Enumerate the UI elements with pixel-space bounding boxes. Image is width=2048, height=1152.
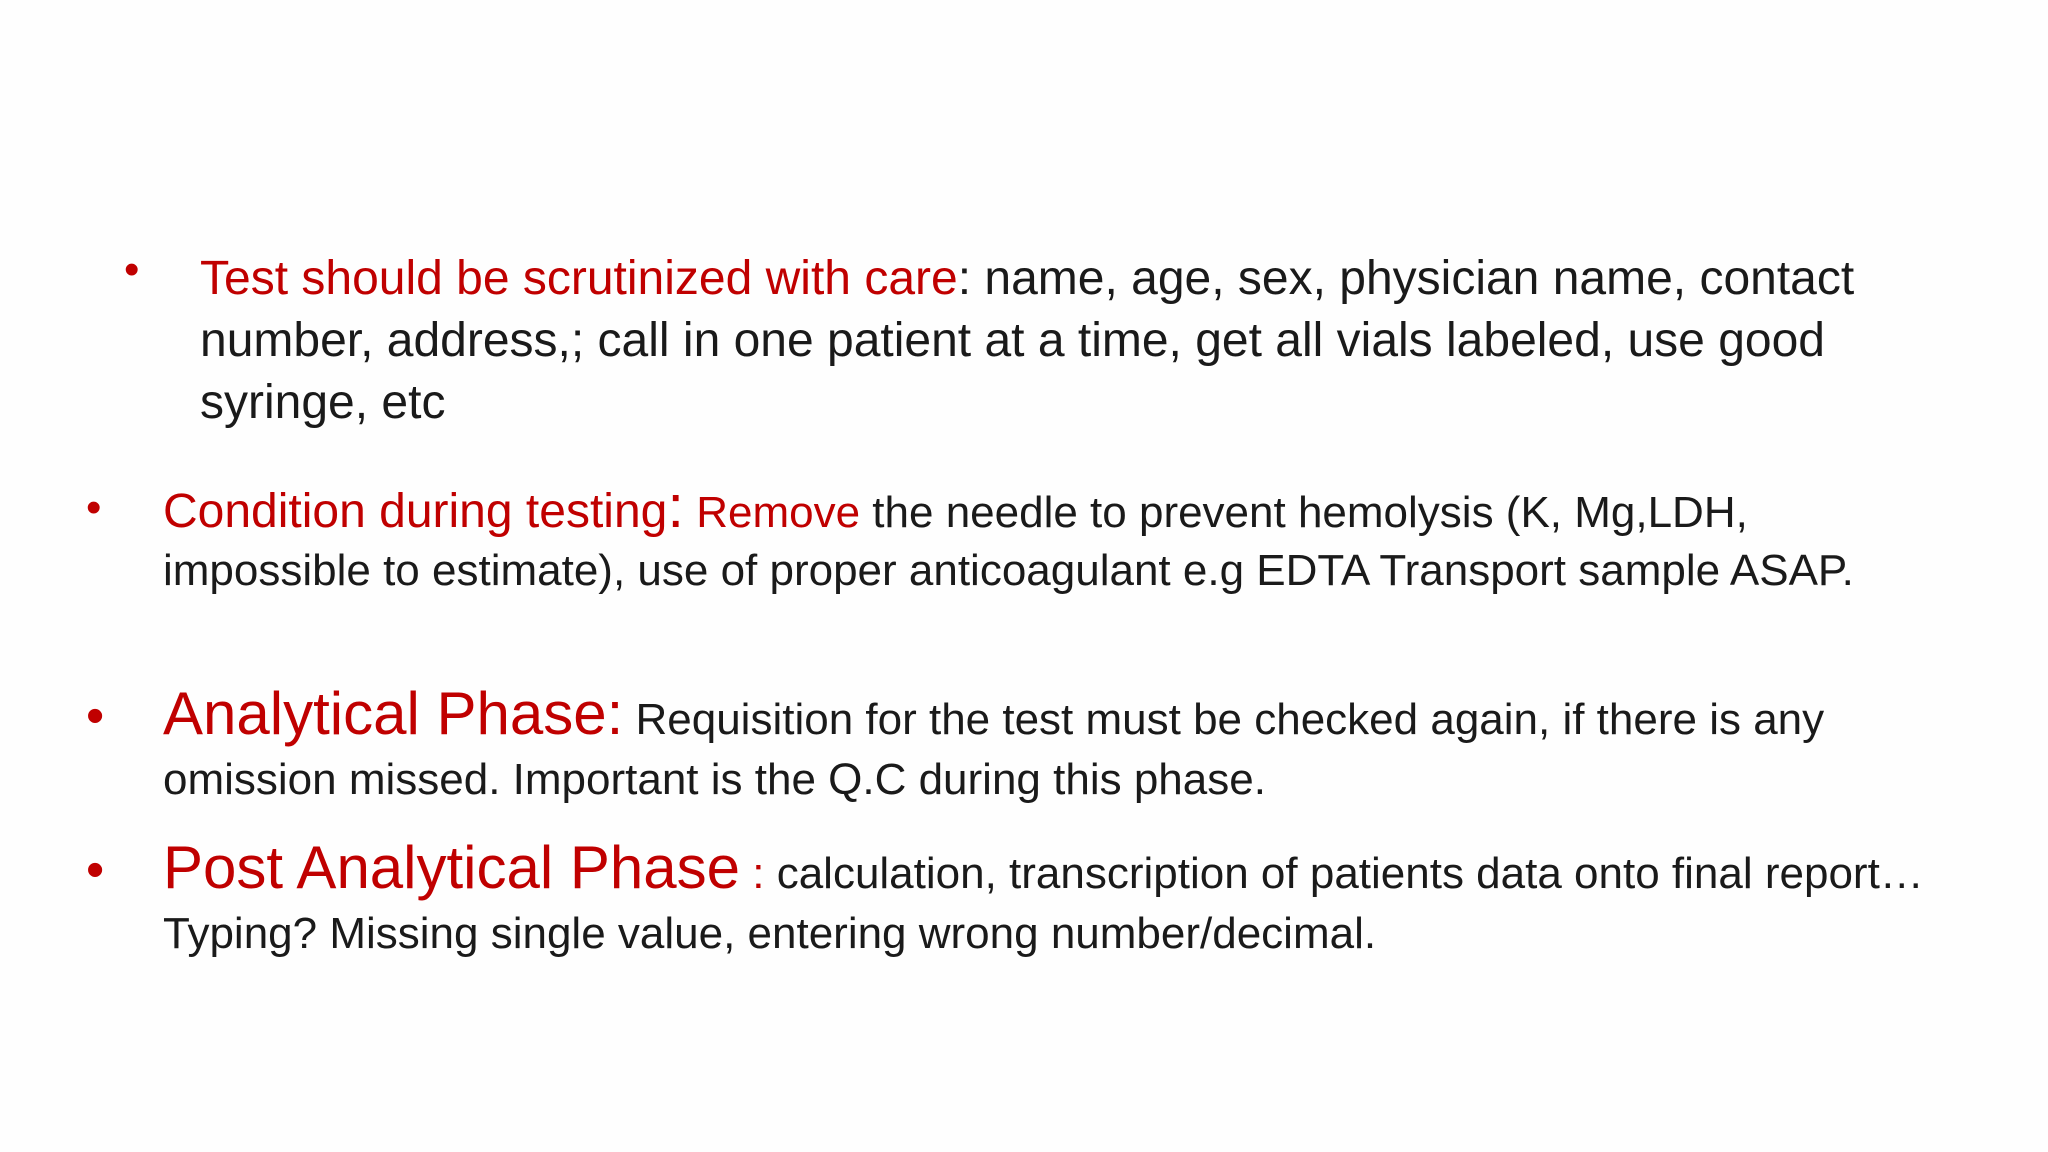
bullet-colon-2: :	[667, 473, 684, 540]
bullet-icon: •	[86, 483, 102, 532]
bullet-heading-1: Test should be scrutinized with care	[200, 252, 958, 305]
bullet-icon: •	[124, 245, 140, 294]
bullet-icon: •	[86, 841, 105, 899]
bullet-body-1a: : name, age, sex, physician name,	[957, 252, 1687, 305]
bullet-text-3	[163, 680, 1973, 810]
bullet-body-2: the needle to prevent hemolysis (K, Mg,LDH, impossible to estimate), use of proper anticoagulant e.g EDTA Transport sample ASAP.	[163, 488, 1854, 595]
bullet-heading-4: Post Analytical Phase	[163, 834, 741, 901]
bullet-text-1	[200, 248, 1960, 434]
bullet-colon-4: :	[740, 849, 765, 898]
bullet-text-2	[163, 473, 1963, 600]
bullet-text-4	[163, 834, 1973, 964]
bullet-icon: •	[86, 687, 105, 745]
bullet-body-1b: contact number, address,; call in one patient at a time, get all vials labeled, use good syringe, etc	[200, 252, 1855, 429]
bullet-heading-3: Analytical Phase:	[163, 680, 624, 747]
bullet-heading-2: Condition during testing	[163, 485, 668, 538]
bullet-body-3: Requisition for the test must be checked again, if there is any omission missed. Important is the Q.C during this phase.	[163, 695, 1825, 804]
bullet-keyword-2: Remove	[684, 488, 861, 537]
bullet-body-4: calculation, transcription of patients data onto final report…Typing? Missing single value, entering wrong number/decimal.	[163, 849, 1924, 958]
